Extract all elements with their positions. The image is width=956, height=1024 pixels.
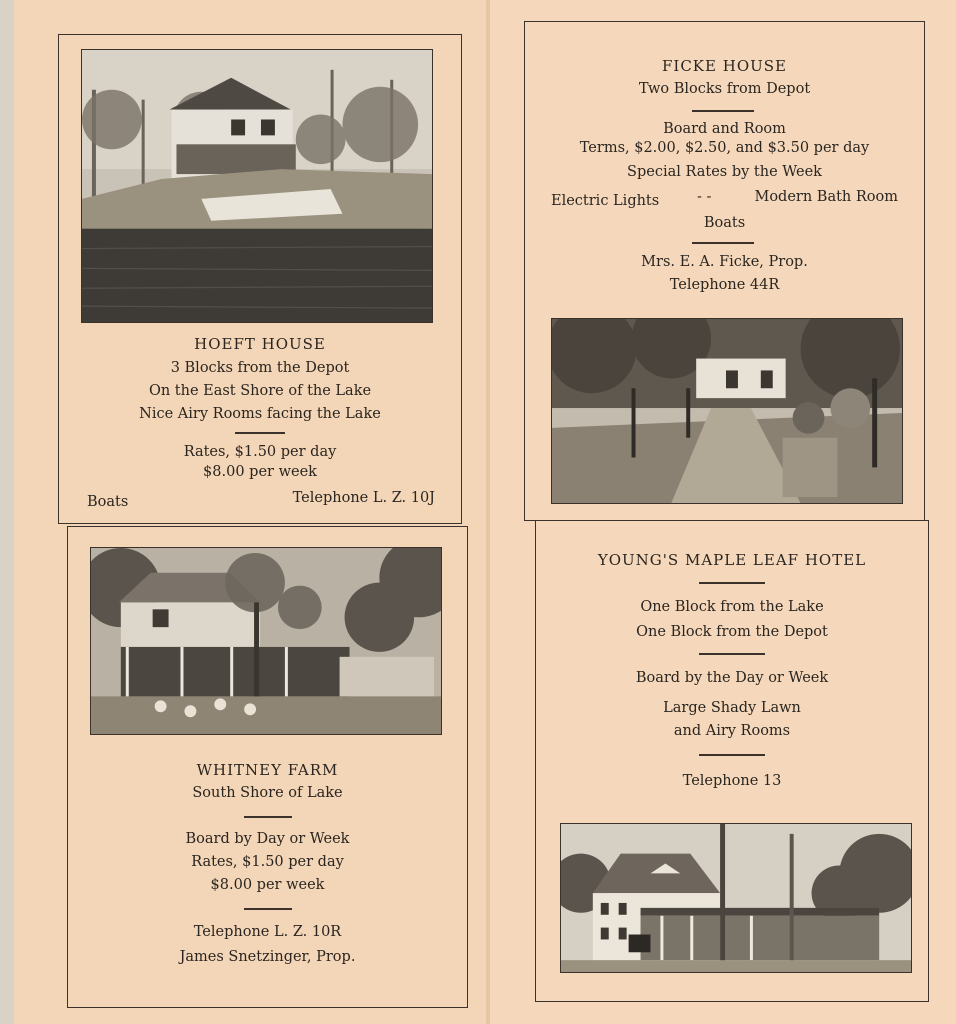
hoeft-house-photo bbox=[81, 49, 433, 323]
youngs-distance-lake: One Block from the Lake bbox=[640, 599, 824, 615]
ficke-electric-lights: Electric Lights bbox=[551, 193, 660, 209]
ficke-dashes: - - bbox=[697, 189, 712, 205]
hoeft-house-rooms: Nice Airy Rooms facing the Lake bbox=[139, 406, 381, 422]
hoeft-house-title: HOEFT HOUSE bbox=[194, 335, 326, 353]
whitney-divider-1 bbox=[244, 816, 292, 818]
whitney-farm-panel bbox=[67, 526, 468, 1008]
ficke-house-title: FICKE HOUSE bbox=[662, 57, 787, 75]
hoeft-rate-day: Rates, $1.50 per day bbox=[183, 444, 337, 460]
hoeft-boats: Boats bbox=[87, 494, 129, 510]
youngs-distance-depot: One Block from the Depot bbox=[636, 624, 828, 640]
whitney-proprietor: James Snetzinger, Prop. bbox=[179, 949, 356, 965]
hoeft-divider bbox=[235, 432, 285, 434]
hoeft-telephone: Telephone L. Z. 10J bbox=[292, 490, 435, 506]
ficke-house-panel bbox=[524, 21, 925, 521]
ficke-terms: Terms, $2.00, $2.50, and $3.50 per day bbox=[579, 140, 870, 156]
whitney-board: Board by Day or Week bbox=[185, 831, 350, 847]
hoeft-house-panel bbox=[58, 34, 462, 524]
youngs-hotel-panel bbox=[535, 520, 929, 1002]
youngs-divider-2 bbox=[699, 653, 765, 655]
whitney-farm-photo bbox=[90, 547, 442, 735]
youngs-hotel-photo bbox=[560, 823, 912, 973]
whitney-rate-week: $8.00 per week bbox=[210, 877, 325, 893]
ficke-divider-1 bbox=[692, 110, 754, 112]
whitney-divider-2 bbox=[244, 908, 292, 910]
ficke-proprietor: Mrs. E. A. Ficke, Prop. bbox=[641, 254, 808, 270]
ficke-boats: Boats bbox=[703, 215, 746, 231]
ficke-board: Board and Room bbox=[663, 121, 786, 137]
whitney-farm-title: WHITNEY FARM bbox=[196, 761, 339, 779]
ficke-special-rates: Special Rates by the Week bbox=[627, 164, 822, 180]
whitney-rate-day: Rates, $1.50 per day bbox=[191, 854, 344, 870]
ficke-telephone: Telephone 44R bbox=[669, 277, 780, 293]
hoeft-house-location: On the East Shore of the Lake bbox=[148, 383, 372, 399]
youngs-hotel-title: YOUNG'S MAPLE LEAF HOTEL bbox=[597, 551, 867, 569]
youngs-board: Board by the Day or Week bbox=[635, 670, 829, 686]
ficke-divider-2 bbox=[692, 242, 754, 244]
whitney-farm-location: South Shore of Lake bbox=[192, 785, 343, 801]
youngs-rooms: and Airy Rooms bbox=[673, 723, 791, 739]
whitney-telephone: Telephone L. Z. 10R bbox=[193, 924, 342, 940]
ficke-house-photo bbox=[551, 318, 903, 504]
youngs-divider-1 bbox=[699, 582, 765, 584]
ficke-house-distance: Two Blocks from Depot bbox=[638, 81, 811, 97]
youngs-telephone: Telephone 13 bbox=[682, 773, 782, 789]
youngs-lawn: Large Shady Lawn bbox=[663, 700, 801, 716]
ficke-bath-room: Modern Bath Room bbox=[754, 189, 898, 205]
hoeft-rate-week: $8.00 per week bbox=[203, 464, 317, 480]
youngs-divider-3 bbox=[699, 754, 765, 756]
hoeft-house-distance: 3 Blocks from the Depot bbox=[170, 360, 350, 376]
